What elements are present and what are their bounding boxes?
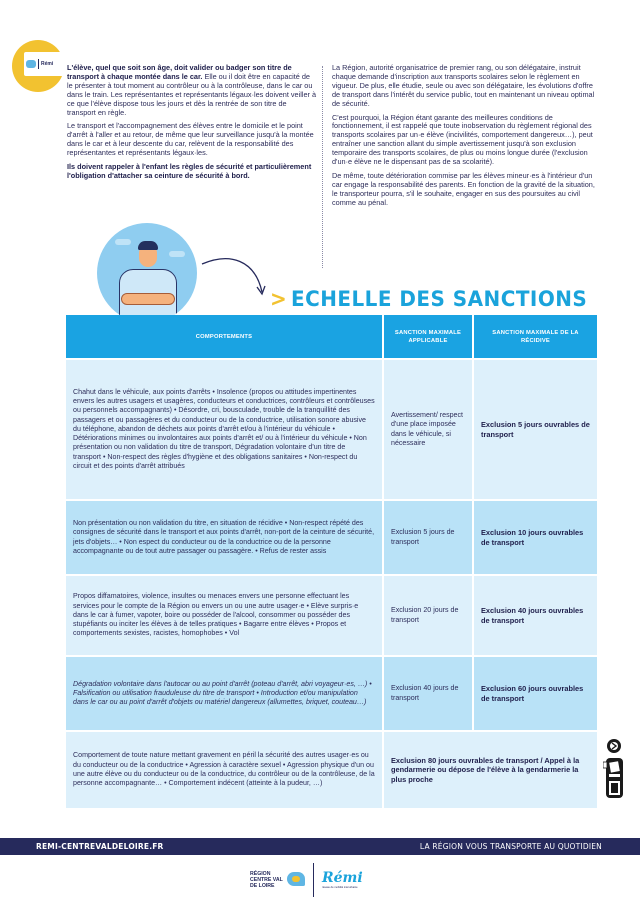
region-centre-logo <box>250 863 307 897</box>
merged-sanction-cell: Exclusion 80 jours ouvrables de transport / Appel à la gendarmerie ou dépose de l'élève à la gendarmerie la plus proche <box>384 732 597 808</box>
recidive-cell: Exclusion 40 jours ouvrables de transport <box>474 576 597 655</box>
chevron-right-icon: > <box>270 287 288 311</box>
region-heart-mark <box>287 872 307 888</box>
right-column <box>332 64 600 213</box>
table-row <box>66 360 597 499</box>
cloud-icon <box>115 239 131 245</box>
column-divider <box>322 66 323 268</box>
heart-accent-icon <box>292 876 300 882</box>
footer-logos <box>250 862 366 898</box>
behaviour-cell: Propos diffamatoires, violence, insultes ou menaces envers une personne effectuant les services pour le compte de la Région ou envers un ou une autre usager·e • Elève surpris·e dans le car à fumer, vapoter, boire ou posséder de l'alcool, consommer ou posséder des stupéfiants ou inciter les élèves à de telles pratiques • Bagarre entre élèves • Propos et comportements sexistes, racistes, homophobes • Vol <box>66 576 382 655</box>
triman-recycling-icon <box>603 738 625 800</box>
section-title-text: ECHELLE DES SANCTIONS <box>291 287 588 311</box>
section-title <box>270 287 587 311</box>
right-paragraph-3: De même, toute détérioration commise par les élèves mineur·es à l'intérieur d'un car engage la responsabilité des parents. En fonction de la gravité de la situation, le transporteur pourra, s'il le souhaite, engager en sus des poursuites au civil comme au pénal. <box>332 170 595 207</box>
sanction-cell: Exclusion 20 jours de transport <box>384 576 472 655</box>
left-paragraph-3: Ils doivent rappeler à l'enfant les règles de sécurité et particulièrement l'obligation d'attacher sa ceinture de sécurité à bord. <box>67 162 312 180</box>
table-row <box>66 501 597 574</box>
left-paragraph-1 <box>67 64 317 117</box>
header-sanction-recidive: SANCTION MAXIMALE DE LA RÉCIDIVE <box>474 315 597 358</box>
sanction-cell: Avertissement/ respect d'une place imposée dans le véhicule, si nécessaire <box>384 360 472 499</box>
table-row <box>66 732 597 808</box>
right-paragraph-1: La Région, autorité organisatrice de premier rang, ou son délégataire, instruit chaque demande d'inscription aux transports scolaires selon le règlement en vigueur. De plus, elle étudie, seule ou avec son délégataire, les évolutions d'offre de transport dans l'intérêt du service public, tout en maintenant un niveau optimal de sécurité. <box>332 63 595 108</box>
footer-website-link[interactable]: REMI-CENTREVALDELOIRE.FR <box>36 842 164 851</box>
footer-tagline: LA RÉGION VOUS TRANSPORTE AU QUOTIDIEN <box>419 842 602 851</box>
sanctions-table <box>66 315 597 808</box>
recidive-cell: Exclusion 10 jours ouvrables de transport <box>474 501 597 574</box>
sanction-cell: Exclusion 5 jours de transport <box>384 501 472 574</box>
footer-bar <box>0 838 640 855</box>
left-column <box>67 64 317 186</box>
logo-divider <box>38 59 39 69</box>
recidive-cell: Exclusion 60 jours ouvrables de transport <box>474 657 597 730</box>
left-paragraph-2: Le transport et l'accompagnement des élèves entre le domicile et le point d'arrêt à l'aller et au retour, de même que leur surveillance jusqu'à la montée dans le car et à leur descente du car, relèvent de la responsabilité des représentantes et représentants légaux·les. <box>67 121 314 158</box>
remi-logo <box>322 871 366 889</box>
behaviour-cell: Non présentation ou non validation du titre, en situation de récidive • Non-respect répété des consignes de sécurité dans le transport et aux points d'arrêt, non-port de la ceinture de sécurité, jets d'objets… • Non espect du conducteur ou de la conductrice ou de la personne accompagnante ou de tout autre passager ou passagère. • Refus de rester assis <box>66 501 382 574</box>
region-remi-mini-logo-icon <box>24 52 68 76</box>
table-row <box>66 657 597 730</box>
sanction-cell: Exclusion 40 jours de transport <box>384 657 472 730</box>
remi-logo-subtitle: réseau de mobilité interurbaine <box>322 886 358 889</box>
table-row <box>66 576 597 655</box>
header-sanction-applicable: SANCTION MAXIMALE APPLICABLE <box>384 315 472 358</box>
behaviour-cell: Dégradation volontaire dans l'autocar ou au point d'arrêt (poteau d'arrêt, abri voyageur·es, …) • Falsification ou utilisation frauduleuse du titre de transport • Introduction et/ou manipulation dans le car ou au point d'arrêt d'objets ou matériel dangereux (allumettes, briquet, couteau…) <box>66 657 382 730</box>
hair-shape <box>138 241 158 250</box>
behaviour-cell: Chahut dans le véhicule, aux points d'arrêts • Insolence (propos ou attitudes impertinentes envers les autres usagers et usagères, conducteurs et conductrices, contrôleurs et contrôleuses ou personnels accompagnants) • Désordre, cri, bousculade, trouble de la tranquillité des passagers et ou passagères et du conducteur ou de la conductrice, utilisation sonore abusive du téléphone, abandon de déchets aux points d'arrêt et/ou à l'intérieur du véhicule • Détériorations minimes ou involontaires aux points d'arrêt et/ ou à l'intérieur du véhicule • Non présentation ou non validation du titre de transport, Dégradation volontaire d'un titre de transport • Non-respect des règles d'hygiène et des obligations sanitaires • Non-respect du circuit et des points d'arrêt attribués <box>66 360 382 499</box>
region-logo-text: RÉGION CENTRE VAL DE LOIRE <box>250 871 283 889</box>
remi-logo-word: Rémi <box>322 870 363 886</box>
left-p1-rest: Elle ou il doit être en capacité de le présenter à tout moment au contrôleur ou à la contrôleuse, dans le car ou dans le train. Les représentantes et représentants légaux·les doivent veiller à ce que l'élève dispose tous les jours et dès la rentrée de son titre de transport en règle. <box>67 71 317 117</box>
logo-divider <box>313 863 314 897</box>
driver-illustration <box>97 223 197 323</box>
header-comportements: COMPORTEMENTS <box>66 315 382 358</box>
right-paragraph-2: C'est pourquoi, la Région étant garante des meilleures conditions de fonctionnement, il est rappelé que toute inobservation du règlement régional des transports scolaires par un·e élève (incivilités, comportement dangereux…), peut entraîner une sanction allant du simple avertissement jusqu'à son exclusion temporaire des transports scolaires, de plus ou moins longue durée (l'exclusion d'un·e élève ne le dispensant pas de sa scolarité). <box>332 112 593 167</box>
curved-arrow-icon <box>200 250 270 300</box>
header-logo <box>12 40 64 92</box>
heart-icon <box>26 60 36 68</box>
left-p1-bold: L'élève, quel que soit son âge, doit valider ou badger son titre de transport à chaque montée dans le car. <box>67 63 292 81</box>
mini-logo-text: Rémi <box>41 61 54 67</box>
table-header <box>66 315 597 358</box>
recidive-cell: Exclusion 5 jours ouvrables de transport <box>474 360 597 499</box>
crossed-arms-shape <box>121 293 175 305</box>
cloud-icon <box>169 251 185 257</box>
behaviour-cell: Comportement de toute nature mettant gravement en péril la sécurité des autres usager·es ou du conducteur ou de la conductrice • Agression à caractère sexuel • Agression physique d'un ou une autre élève ou du conducteur ou de la conductrice, du contrôleur ou de la contrôleuse, de la personne accompagnante… • Comportement indécent (atteinte à la pudeur, …) <box>66 732 382 808</box>
